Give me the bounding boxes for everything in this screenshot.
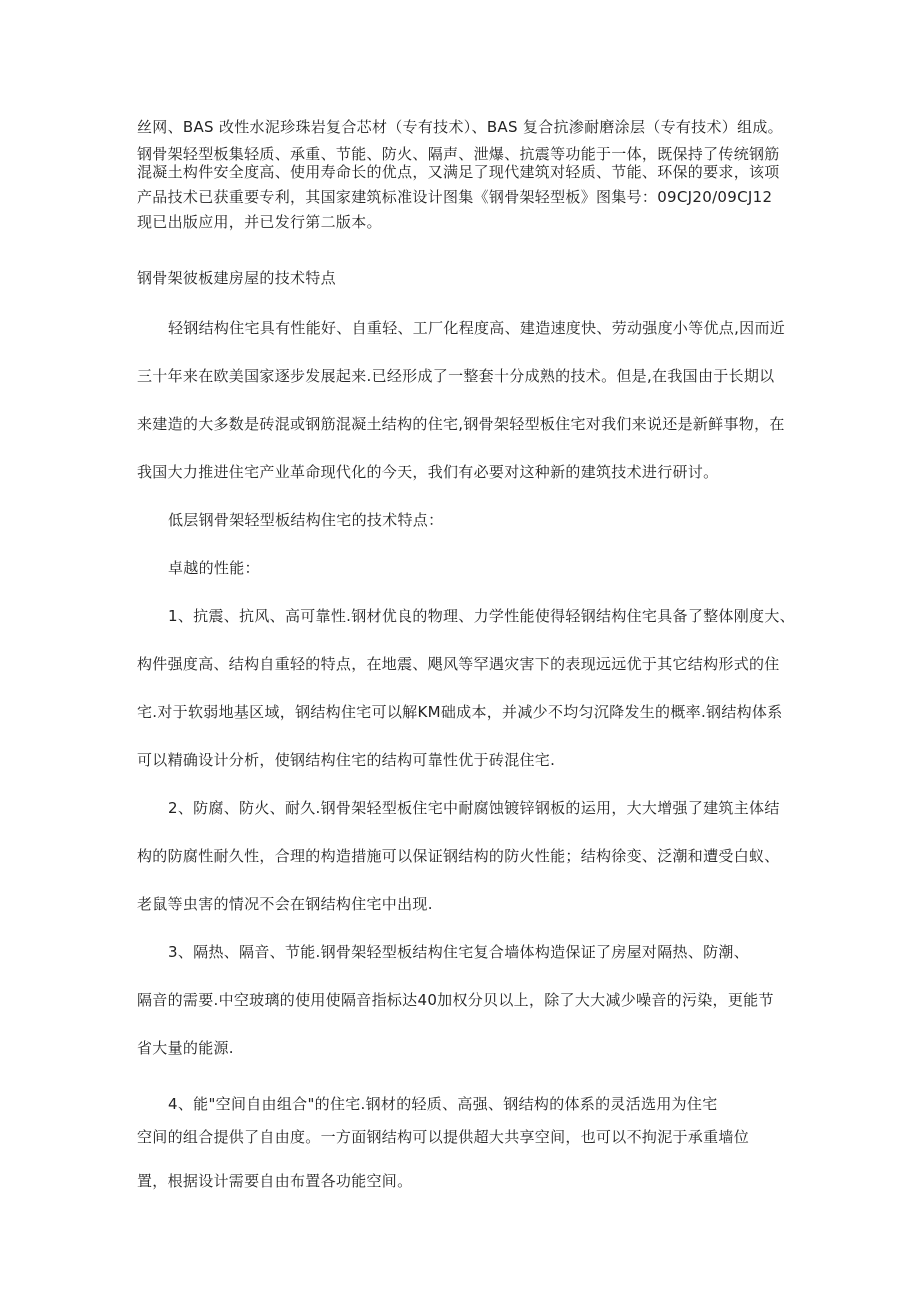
item3-line-2: 隔音的需要.中空玻璃的使用使隔音指标达40加权分贝以上，除了大大减少噪音的污染，更能节 [137, 991, 774, 1009]
subtitle: 低层钢骨架轻型板结构住宅的技术特点： [168, 511, 444, 529]
item1-line-3: 宅.对于软弱地基区域，钢结构住宅可以解KM础成本，并减少不均匀沉降发生的概率.钢结构体系 [137, 703, 783, 721]
para1-line-2: 三十年来在欧美国家逐步发展起来.已经形成了一整套十分成熟的技术。但是,在我国由于长期以 [137, 367, 775, 385]
para1-line-1: 轻钢结构住宅具有性能好、自重轻、工厂化程度高、建造速度快、劳动强度小等优点,因而近 [168, 319, 786, 337]
section-title: 钢骨架彼板建房屋的技术特点 [137, 269, 336, 287]
intro-line-2: 钢骨架轻型板集轻质、承重、节能、防火、隔声、泄爆、抗震等功能于一体，既保持了传统钢筋 [137, 145, 780, 163]
item3-line-1: 3、隔热、隔音、节能.钢骨架轻型板结构住宅复合墙体构造保证了房屋对隔热、防潮、 [168, 943, 750, 961]
item2-line-2: 构的防腐性耐久性，合理的构造措施可以保证钢结构的防火性能；结构徐变、泛潮和遭受白蚁、 [137, 847, 780, 865]
item2-line-1: 2、防腐、防火、耐久.钢骨架轻型板住宅中耐腐蚀镀锌钢板的运用，大大增强了建筑主体结 [168, 799, 780, 817]
item1-line-4: 可以精确设计分析，使钢结构住宅的结构可靠性优于砖混住宅. [137, 751, 556, 769]
para1-line-4: 我国大力推进住宅产业革命现代化的今天，我们有必要对这种新的建筑技术进行研讨。 [137, 463, 719, 481]
item4-line-1: 4、能"空间自由组合"的住宅.钢材的轻质、高强、钢结构的体系的灵活选用为住宅 [168, 1095, 718, 1113]
item1-line-1: 1、抗震、抗风、高可靠性.钢材优良的物理、力学性能使得轻钢结构住宅具备了整体刚度大、 [168, 607, 795, 625]
item2-line-3: 老鼠等虫害的情况不会在钢结构住宅中出现. [137, 895, 433, 913]
item3-line-3: 省大量的能源. [137, 1039, 234, 1057]
performance-heading: 卓越的性能： [168, 559, 260, 577]
intro-line-1: 丝网、BAS 改性水泥珍珠岩复合芯材（专有技术）、BAS 复合抗渗耐磨涂层（专有技术）组成。 [137, 118, 783, 136]
para1-line-3: 来建造的大多数是砖混或钢筋混凝土结构的住宅,钢骨架轻型板住宅对我们来说还是新鲜事物，在 [137, 415, 785, 433]
item4-line-3: 置，根据设计需要自由布置各功能空间。 [137, 1172, 413, 1190]
intro-line-4: 产品技术已获重要专利，其国家建筑标准设计图集《钢骨架轻型板》图集号：09CJ20/09CJ12 [137, 188, 773, 206]
item1-line-2: 构件强度高、结构自重轻的特点，在地震、飓风等罕遇灾害下的表现远远优于其它结构形式的住 [137, 655, 780, 673]
intro-line-3: 混凝土构件安全度高、使用寿命长的优点，又满足了现代建筑对轻质、节能、环保的要求，该项 [137, 163, 780, 181]
item4-line-2: 空间的组合提供了自由度。一方面钢结构可以提供超大共享空间，也可以不拘泥于承重墙位 [137, 1128, 750, 1146]
intro-line-5: 现已出版应用，并已发行第二版本。 [137, 213, 382, 231]
